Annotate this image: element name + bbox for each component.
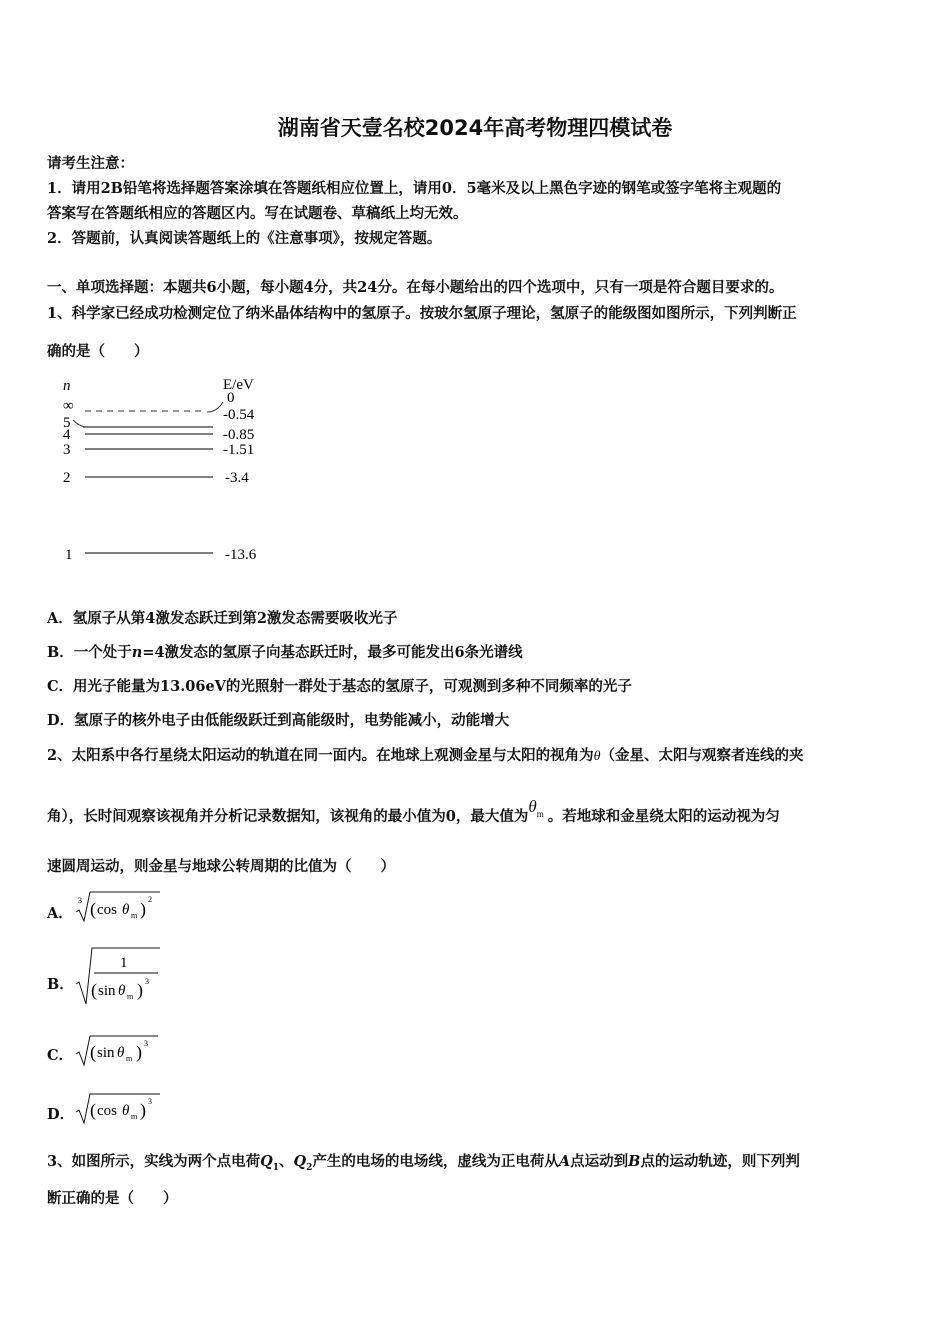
level-e-1: -13.6 [225,547,257,563]
notice-heading: 请考生注意： [47,155,134,172]
theta-sub-m: m [126,1054,133,1063]
q2-option-a-label: A． [47,905,73,922]
theta-symbol: θ [117,1045,125,1061]
left-paren: ( [91,980,97,1000]
theta-sub-m: m [131,911,138,920]
level-e-2: -3.4 [225,470,249,486]
q1-stem-b: 确的是（ ） [47,343,149,360]
e-axis-label: E/eV [223,377,254,393]
notice-line-1b: 答案写在答题纸相应的答题区内。写在试题卷、草稿纸上均无效。 [47,205,468,222]
q1-option-b-post: =4激发态的氢原子向基态跃迁时，最多可能发出6条光谱线 [142,644,523,661]
theta-sub-m: m [131,1112,138,1121]
exponent: 3 [145,977,149,986]
level-e-3: -1.51 [223,442,255,458]
q2-option-c-formula [74,1032,174,1068]
n-axis-label: n [63,378,71,394]
q2-option-c-label: C． [47,1047,74,1064]
q3-q1-sub: 1 [272,1162,279,1173]
level-e-inf: 0 [227,390,235,406]
exponent: 3 [148,1097,152,1106]
section-heading: 一、单项选择题：本题共6小题，每小题4分，共24分。在每小题给出的四个选项中，只有一项是符合题目要求的。 [47,279,784,296]
q3-stem-a3: 点运动到 [570,1153,629,1170]
q3-q2: Q [293,1153,307,1170]
q2-theta-m: θ [528,797,537,816]
q2-stem-b-text: 角），长时间观察该视角并分析记录数据知，该视角的最小值为0，最大值为 [47,808,529,825]
notice-line-2: 2．答题前，认真阅读答题纸上的《注意事项》，按规定答题。 [47,230,442,247]
q2-theta: θ [593,749,601,764]
q3-point-a: A [558,1153,571,1170]
q2-stem-a-text: 2、太阳系中各行星绕太阳运动的轨道在同一面内。在地球上观测金星与太阳的视角为 [47,747,594,764]
q3-q1: Q [260,1153,273,1170]
right-paren: ) [140,1100,146,1120]
q2-stem-b2: 。若地球和金星绕太阳的运动视为匀 [547,808,780,825]
arrow-to-zero [207,402,223,412]
level-e-4: -0.85 [223,427,255,443]
q3-stem-a1: 3、如图所示，实线为两个点电荷 [47,1153,261,1170]
right-paren: ) [137,980,143,1000]
sin-text: sin [97,1045,115,1061]
level-n-inf: ∞ [63,398,74,414]
energy-level-diagram [55,372,285,572]
theta-sub-m: m [127,992,134,1001]
level-n-3: 3 [63,442,71,458]
q1-option-b [47,641,523,662]
numerator-one: 1 [120,955,128,971]
q1-option-b-pre: B．一个处于 [47,644,132,661]
q2-option-a-formula [74,888,174,924]
sin-text: sin [98,983,116,999]
arrow-to-5 [73,420,85,427]
left-paren: ( [90,1100,96,1120]
q2-stem-b [47,797,780,826]
q3-q2-sub: 2 [306,1162,313,1173]
q2-stem-c: 速圆周运动，则金星与地球公转周期的比值为（ ） [47,858,395,875]
q2-option-b-formula [74,944,174,1008]
theta-symbol: θ [118,983,126,999]
q1-option-a: A．氢原子从第4激发态跃迁到第2激发态需要吸收光子 [47,610,398,627]
q1-option-b-n: n [131,644,143,661]
right-paren: ) [136,1042,142,1062]
q3-point-b: B [628,1153,641,1170]
q2-option-b-label: B． [47,976,74,993]
page-title: 湖南省天壹名校2024年高考物理四模试卷 [277,116,673,140]
q1-stem-a: 1、科学家已经成功检测定位了纳米晶体结构中的氢原子。按玻尔氢原子理论，氢原子的能级图如图所示，下列判断正 [47,305,797,322]
level-n-1: 1 [65,547,73,563]
q2-theta-m-sub: m [536,809,544,819]
q3-sep: 、 [279,1153,294,1170]
cos-text: cos [97,902,117,918]
left-paren: ( [90,1042,96,1062]
right-paren: ) [140,899,146,919]
level-n-5: 5 [63,415,71,431]
notice-line-1a: 1．请用2B铅笔将选择题答案涂填在答题纸相应位置上，请用0．5毫米及以上黑色字迹的钢笔或签字笔将主观题的 [47,180,782,197]
level-e-5: -0.54 [223,407,255,423]
q1-option-c: C．用光子能量为13.06eV的光照射一群处于基态的氢原子，可观测到多种不同频率的光子 [47,678,632,695]
level-n-2: 2 [63,470,71,486]
q2-option-d-formula [74,1090,174,1126]
cos-text: cos [97,1103,117,1119]
q3-stem-a [47,1150,800,1173]
q1-option-d: D．氢原子的核外电子由低能级跃迁到高能级时，电势能减小，动能增大 [47,712,510,729]
q2-stem-a2: （金星、太阳与观察者连线的夹 [600,747,804,764]
q3-stem-b: 断正确的是（ ） [47,1190,178,1207]
theta-symbol: θ [122,902,130,918]
q2-stem-a [47,744,803,765]
q3-stem-a2: 产生的电场的电场线，虚线为正电荷从 [312,1153,559,1170]
q3-stem-a4: 点的运动轨迹，则下列判 [640,1153,800,1170]
theta-symbol: θ [122,1103,130,1119]
root-index: 3 [78,896,82,905]
left-paren: ( [90,899,96,919]
exponent: 3 [144,1039,148,1048]
level-n-4: 4 [63,427,71,443]
q2-option-d-label: D． [47,1106,75,1123]
exponent: 2 [148,895,152,904]
